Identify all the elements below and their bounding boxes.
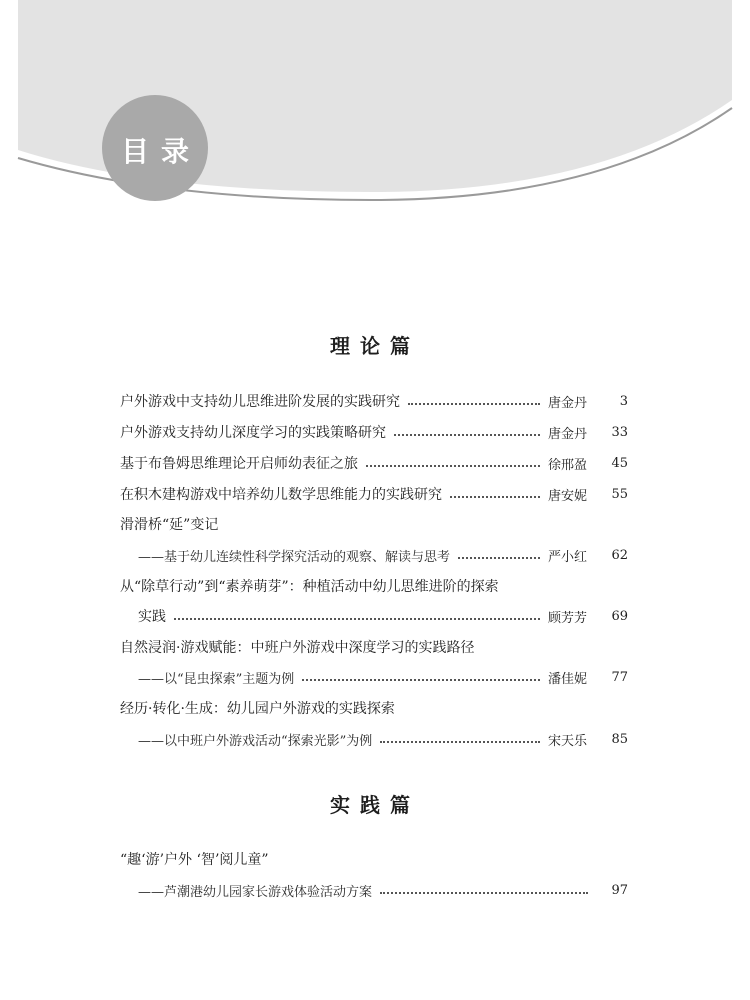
toc-entry[interactable] <box>120 635 628 659</box>
toc-entry[interactable] <box>120 696 628 720</box>
leader-dots <box>458 557 540 559</box>
section-title-theory: 理论篇 <box>330 334 420 358</box>
toc-entry-subtitle-line[interactable] <box>138 878 628 902</box>
entry-subtitle: ——芦潮港幼儿园家长游戏体验活动方案 <box>138 884 373 900</box>
entry-author: 徐邢盈 <box>548 457 588 473</box>
leader-dots <box>366 465 540 467</box>
entry-title: 户外游戏支持幼儿深度学习的实践策略研究 <box>120 425 386 441</box>
toc-entry[interactable] <box>120 451 628 475</box>
entry-title: 户外游戏中支持幼儿思维进阶发展的实践研究 <box>120 394 400 410</box>
toc-entry[interactable] <box>120 574 628 598</box>
entry-title: 从“除草行动”到“素养萌芽”：种植活动中幼儿思维进阶的探索 <box>120 579 499 595</box>
leader-dots <box>394 434 540 436</box>
toc-entry[interactable] <box>120 389 628 413</box>
toc-entry[interactable] <box>120 847 628 871</box>
entry-author: 顾芳芳 <box>548 610 588 626</box>
entry-title: 在积木建构游戏中培养幼儿数学思维能力的实践研究 <box>120 487 442 503</box>
entry-title: “趣‘游’户外 ‘智’阅儿童” <box>120 852 269 868</box>
toc-entry-subtitle-line[interactable] <box>138 727 628 751</box>
leader-dots <box>450 496 540 498</box>
entry-author: 严小红 <box>548 549 588 565</box>
entry-page: 97 <box>611 882 628 898</box>
entry-subtitle: ——以中班户外游戏活动“探索光影”为例 <box>138 733 373 749</box>
entry-page: 55 <box>611 486 628 502</box>
entry-page: 69 <box>611 608 628 624</box>
leader-dots <box>302 679 540 681</box>
toc-entry-subtitle-line[interactable] <box>138 665 628 689</box>
toc-entry[interactable] <box>120 420 628 444</box>
entry-subtitle: ——以“昆虫探索”主题为例 <box>138 671 295 687</box>
entry-title: 自然浸润·游戏赋能：中班户外游戏中深度学习的实践路径 <box>120 640 475 656</box>
entry-subtitle: ——基于幼儿连续性科学探究活动的观察、解读与思考 <box>138 549 451 565</box>
entry-author: 唐金丹 <box>548 426 588 442</box>
toc-entry-subtitle-line[interactable] <box>138 543 628 567</box>
entry-page: 85 <box>611 731 628 747</box>
leader-dots <box>174 618 540 620</box>
leader-dots <box>380 892 588 894</box>
entry-author: 宋天乐 <box>548 733 588 749</box>
toc-badge <box>102 95 208 201</box>
toc-entry[interactable] <box>120 482 628 506</box>
toc-badge-text: 目录 <box>120 135 201 168</box>
entry-page: 33 <box>611 424 628 440</box>
entry-author: 唐金丹 <box>548 395 588 411</box>
entry-title: 滑滑桥“延”变记 <box>120 517 219 533</box>
entry-author: 潘佳妮 <box>548 671 588 687</box>
section-title-practice: 实践篇 <box>330 793 420 817</box>
leader-dots <box>408 403 540 405</box>
entry-page: 62 <box>611 547 628 563</box>
entry-title: 基于布鲁姆思维理论开启师幼表征之旅 <box>120 456 358 472</box>
entry-page: 45 <box>611 455 628 471</box>
entry-author: 唐安妮 <box>548 488 588 504</box>
entry-title-continuation: 实践 <box>138 609 166 625</box>
entry-page: 3 <box>619 393 628 409</box>
toc-entry[interactable] <box>120 512 628 536</box>
leader-dots <box>380 741 540 743</box>
entry-page: 77 <box>611 669 628 685</box>
toc-entry-continuation-line[interactable] <box>138 604 628 628</box>
entry-title: 经历·转化·生成：幼儿园户外游戏的实践探索 <box>120 701 395 717</box>
